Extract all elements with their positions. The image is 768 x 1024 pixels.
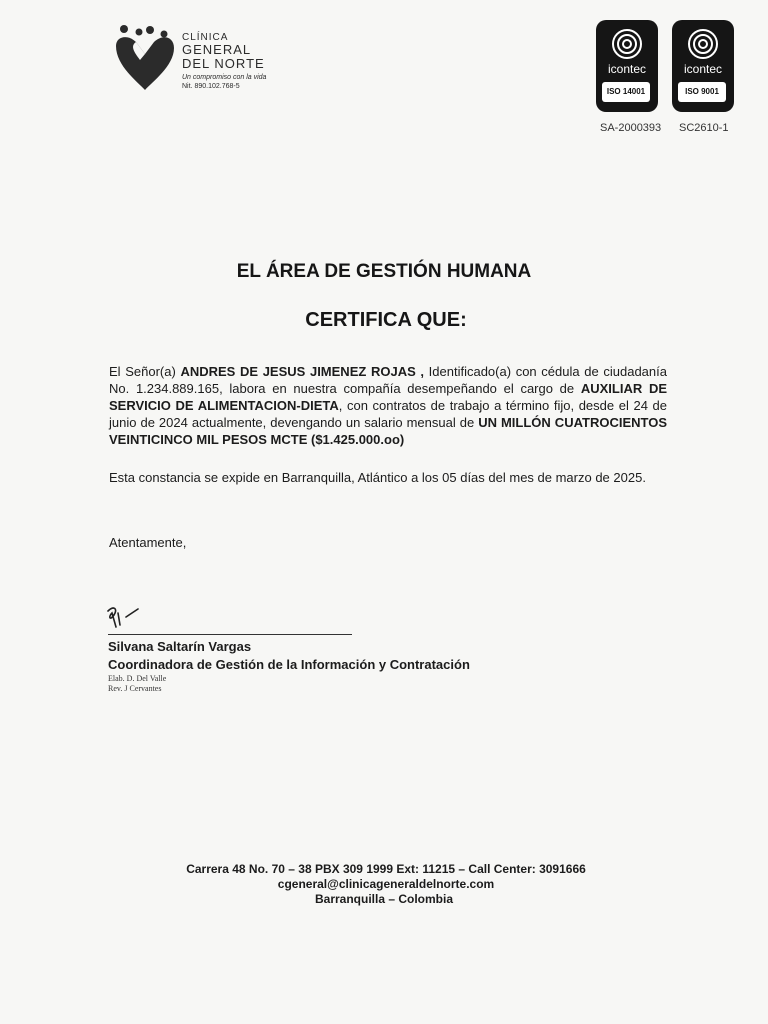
logo-tagline: Un compromiso con la vida [182, 74, 267, 81]
footer-email: cgeneral@clinicageneraldelnorte.com [277, 877, 495, 891]
logo-line-2: GENERAL [182, 42, 252, 57]
body-id-text: Identificado(a) con cédula de ciudadanía No. 1.234.889.165, labora en nuestra compañía desempeñando el cargo de [109, 364, 667, 396]
employee-position: AUXILIAR DE SERVICIO DE ALIMENTACION-DIETA [109, 381, 667, 413]
issue-statement: Esta constancia se expide en Barranquilla, Atlántico a los 05 días del mes de marzo de 2025. [109, 470, 646, 485]
heart-people-icon [112, 24, 178, 94]
signer-name: Silvana Saltarín Vargas [108, 639, 252, 654]
handwritten-signature [104, 603, 154, 633]
reviewed-by: Rev. J Cervantes [108, 684, 162, 693]
badge-standard: ISO 14001 [602, 82, 650, 102]
elaborated-by: Elab. D. Del Valle [108, 674, 167, 683]
employee-name: ANDRES DE JESUS JIMENEZ ROJAS , [180, 364, 425, 379]
elaboration-notes [108, 674, 166, 694]
footer-contact [0, 862, 768, 907]
document-subtitle: CERTIFICA QUE: [305, 309, 467, 331]
clinic-logo [112, 24, 312, 100]
icontec-iso9001-badge [672, 20, 734, 112]
employee-salary: UN MILLÓN CUATROCIENTOS VEINTICINCO MIL PESOS MCTE ($1.425.000.oo) [109, 415, 667, 447]
logo-line-3: DEL NORTE [182, 56, 265, 71]
certification-code-1: SA-2000393 [600, 122, 662, 134]
badge-standard: ISO 9001 [678, 82, 726, 102]
icontec-iso14001-badge [596, 20, 658, 112]
logo-line-1: CLÍNICA [182, 32, 229, 43]
icontec-ring-icon [687, 28, 719, 60]
badge-brand: icontec [607, 62, 647, 76]
signer-role: Coordinadora de Gestión de la Información y Contratación [108, 657, 470, 672]
logo-wordmark [182, 32, 266, 91]
document-title: EL ÁREA DE GESTIÓN HUMANA [236, 261, 532, 282]
badge-brand: icontec [683, 62, 723, 76]
signature-line [108, 634, 352, 635]
footer-address: Carrera 48 No. 70 – 38 PBX 309 1999 Ext: 11215 – Call Center: 3091666 [186, 862, 586, 876]
certificate-body [109, 363, 667, 448]
icontec-ring-icon [611, 28, 643, 60]
logo-nit: Nit. 890.102.768-5 [182, 83, 240, 90]
closing-regards: Atentamente, [109, 535, 187, 550]
certification-code-2: SC2610-1 [679, 122, 729, 134]
footer-city: Barranquilla – Colombia [314, 892, 454, 906]
body-contract-text: , con contratos de trabajo a término fijo, desde el 24 de junio de 2024 actualmente, devengando un salario mensual de [109, 398, 667, 430]
body-intro: El Señor(a) [109, 364, 181, 379]
